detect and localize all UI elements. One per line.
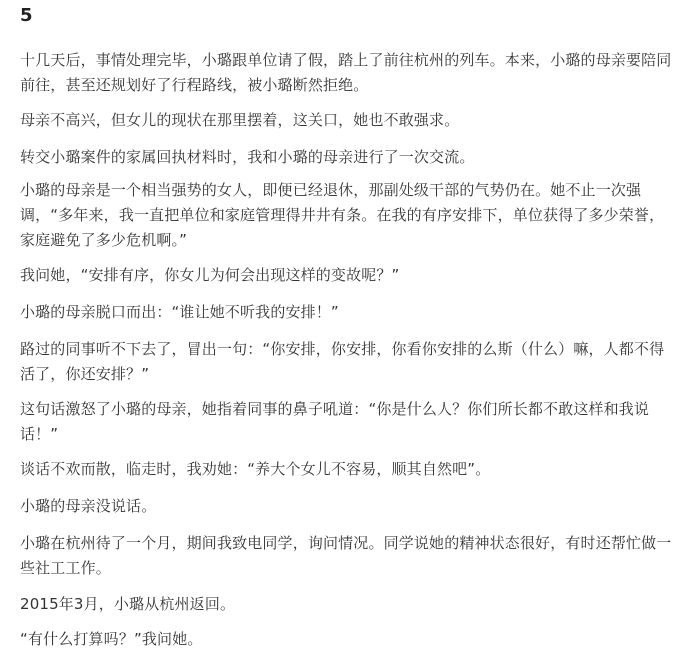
paragraph: 小璐的母亲没说话。 bbox=[20, 497, 157, 515]
paragraph: 小璐在杭州待了一个月，期间我致电同学，询问情况。同学说她的精神状态很好，有时还帮忙做一些社工工作。 bbox=[20, 534, 672, 577]
paragraph: “有什么打算吗？”我问她。 bbox=[20, 630, 203, 648]
paragraph: 2015年3月，小璐从杭州返回。 bbox=[20, 595, 236, 613]
article-section-number: 5 bbox=[20, 5, 33, 26]
paragraph: 转交小璐案件的家属回执材料时，我和小璐的母亲进行了一次交流。 bbox=[20, 148, 475, 166]
paragraph: 母亲不高兴，但女儿的现状在那里摆着，这关口，她也不敢强求。 bbox=[20, 111, 460, 129]
paragraph: 这句话激怒了小璐的母亲，她指着同事的鼻子吼道：“你是什么人？你们所长都不敢这样和我说话！” bbox=[20, 400, 650, 443]
paragraph: 我问她，“安排有序，你女儿为何会出现这样的变故呢？” bbox=[20, 266, 400, 284]
paragraph: 路过的同事听不下去了，冒出一句：“你安排，你安排，你看你安排的么斯（什么）嘛，人都不得活了，你还安排？” bbox=[20, 340, 665, 383]
paragraph: 十几天后，事情处理完毕，小璐跟单位请了假，踏上了前往杭州的列车。本来，小璐的母亲要陪同前往，甚至还规划好了行程路线，被小璐断然拒绝。 bbox=[20, 51, 672, 94]
paragraph: 谈话不欢而散，临走时，我劝她：“养大个女儿不容易，顺其自然吧”。 bbox=[20, 460, 491, 478]
paragraph: 小璐的母亲脱口而出：“谁让她不听我的安排！” bbox=[20, 303, 339, 321]
paragraph: 小璐的母亲是一个相当强势的女人，即便已经退休，那副处级干部的气势仍在。她不止一次强调，“多年来，我一直把单位和家庭管理得井井有条。在我的有序安排下，单位获得了多少荣誉，家庭避免了多少危机啊。” bbox=[20, 181, 665, 249]
